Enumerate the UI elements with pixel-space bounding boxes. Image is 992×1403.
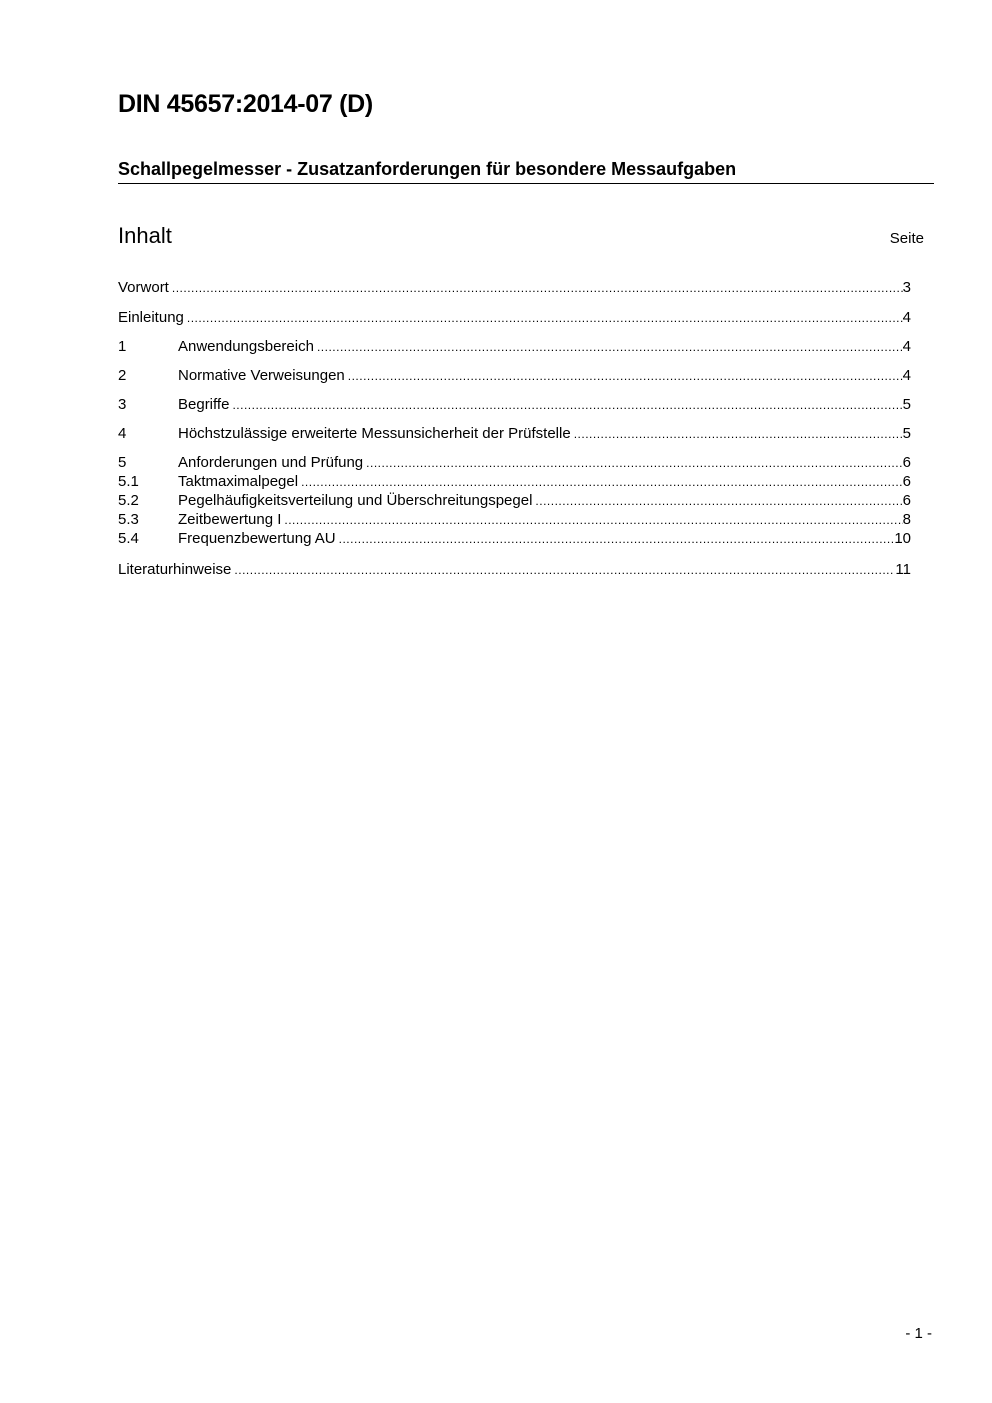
toc-entry-einleitung[interactable] [118,308,911,328]
toc-dot-leader [172,278,903,298]
toc-entry-page: 11 [895,561,911,578]
toc-dot-leader [535,491,902,511]
toc-dot-leader [301,472,903,492]
toc-entry-5-4[interactable] [118,529,911,549]
toc-entry-page: 5 [902,425,911,442]
toc-entry-title: Anforderungen und Prüfung [178,454,364,471]
toc-dot-leader [366,453,903,473]
toc-entry-page: 4 [902,338,911,355]
toc-entry-title: Normative Verweisungen [178,367,345,384]
toc-entry-page: 8 [902,511,911,528]
toc-entry-2[interactable] [118,366,911,386]
toc-dot-leader [339,529,895,549]
toc-entry-page: 3 [902,279,911,296]
toc-entry-title: Zeitbewertung I [178,511,282,528]
toc-entry-title: Höchstzulässige erweiterte Messunsicherheit der Prüfstelle [178,425,571,442]
toc-entry-number: 4 [118,425,127,442]
toc-entry-5-1[interactable] [118,472,911,492]
toc-entry-page: 6 [902,454,911,471]
toc-entry-title: Begriffe [178,396,230,413]
toc-dot-leader [317,337,903,357]
toc-entry-page: 4 [902,309,911,326]
toc-entry-title: Einleitung [118,309,184,326]
toc-entry-title: Vorwort [118,279,169,296]
toc-entry-number: 5.3 [118,511,139,528]
toc-entry-page: 4 [902,367,911,384]
toc-dot-leader [232,395,902,415]
toc-entry-1[interactable] [118,337,911,357]
toc-entry-5-3[interactable] [118,510,911,530]
toc-heading: Inhalt [118,223,172,248]
toc-entry-title: Anwendungsbereich [178,338,314,355]
toc-entry-page: 6 [902,473,911,490]
toc-entry-title: Pegelhäufigkeitsverteilung und Überschreitungspegel [178,492,533,509]
toc-page-column-label: Seite [889,230,924,247]
document-id: DIN 45657:2014-07 (D) [118,90,373,118]
toc-entry-number: 5.4 [118,530,139,547]
toc-dot-leader [234,560,895,580]
toc-entry-title: Literaturhinweise [118,561,232,578]
table-of-contents [118,0,911,600]
toc-entry-number: 2 [118,367,127,384]
toc-entry-literaturhinweise[interactable] [118,560,911,580]
toc-entry-number: 5.2 [118,492,139,509]
toc-entry-number: 1 [118,338,127,355]
toc-entry-number: 5.1 [118,473,139,490]
toc-entry-vorwort[interactable] [118,278,911,298]
document-title: Schallpegelmesser - Zusatzanforderungen für besondere Messaufgaben [118,159,737,179]
toc-entry-5[interactable] [118,453,911,473]
toc-dot-leader [348,366,903,386]
toc-entry-title: Frequenzbewertung AU [178,530,336,547]
toc-dot-leader [284,510,902,530]
page-number: - 1 - [905,1325,932,1342]
toc-entry-title: Taktmaximalpegel [178,473,299,490]
toc-entry-page: 5 [902,396,911,413]
toc-entry-3[interactable] [118,395,911,415]
toc-dot-leader [187,308,903,328]
toc-entry-page: 10 [894,530,911,547]
toc-entry-page: 6 [902,492,911,509]
toc-dot-leader [574,424,903,444]
toc-entry-number: 3 [118,396,127,413]
toc-entry-5-2[interactable] [118,491,911,511]
toc-entry-4[interactable] [118,424,911,444]
toc-entry-number: 5 [118,454,127,471]
